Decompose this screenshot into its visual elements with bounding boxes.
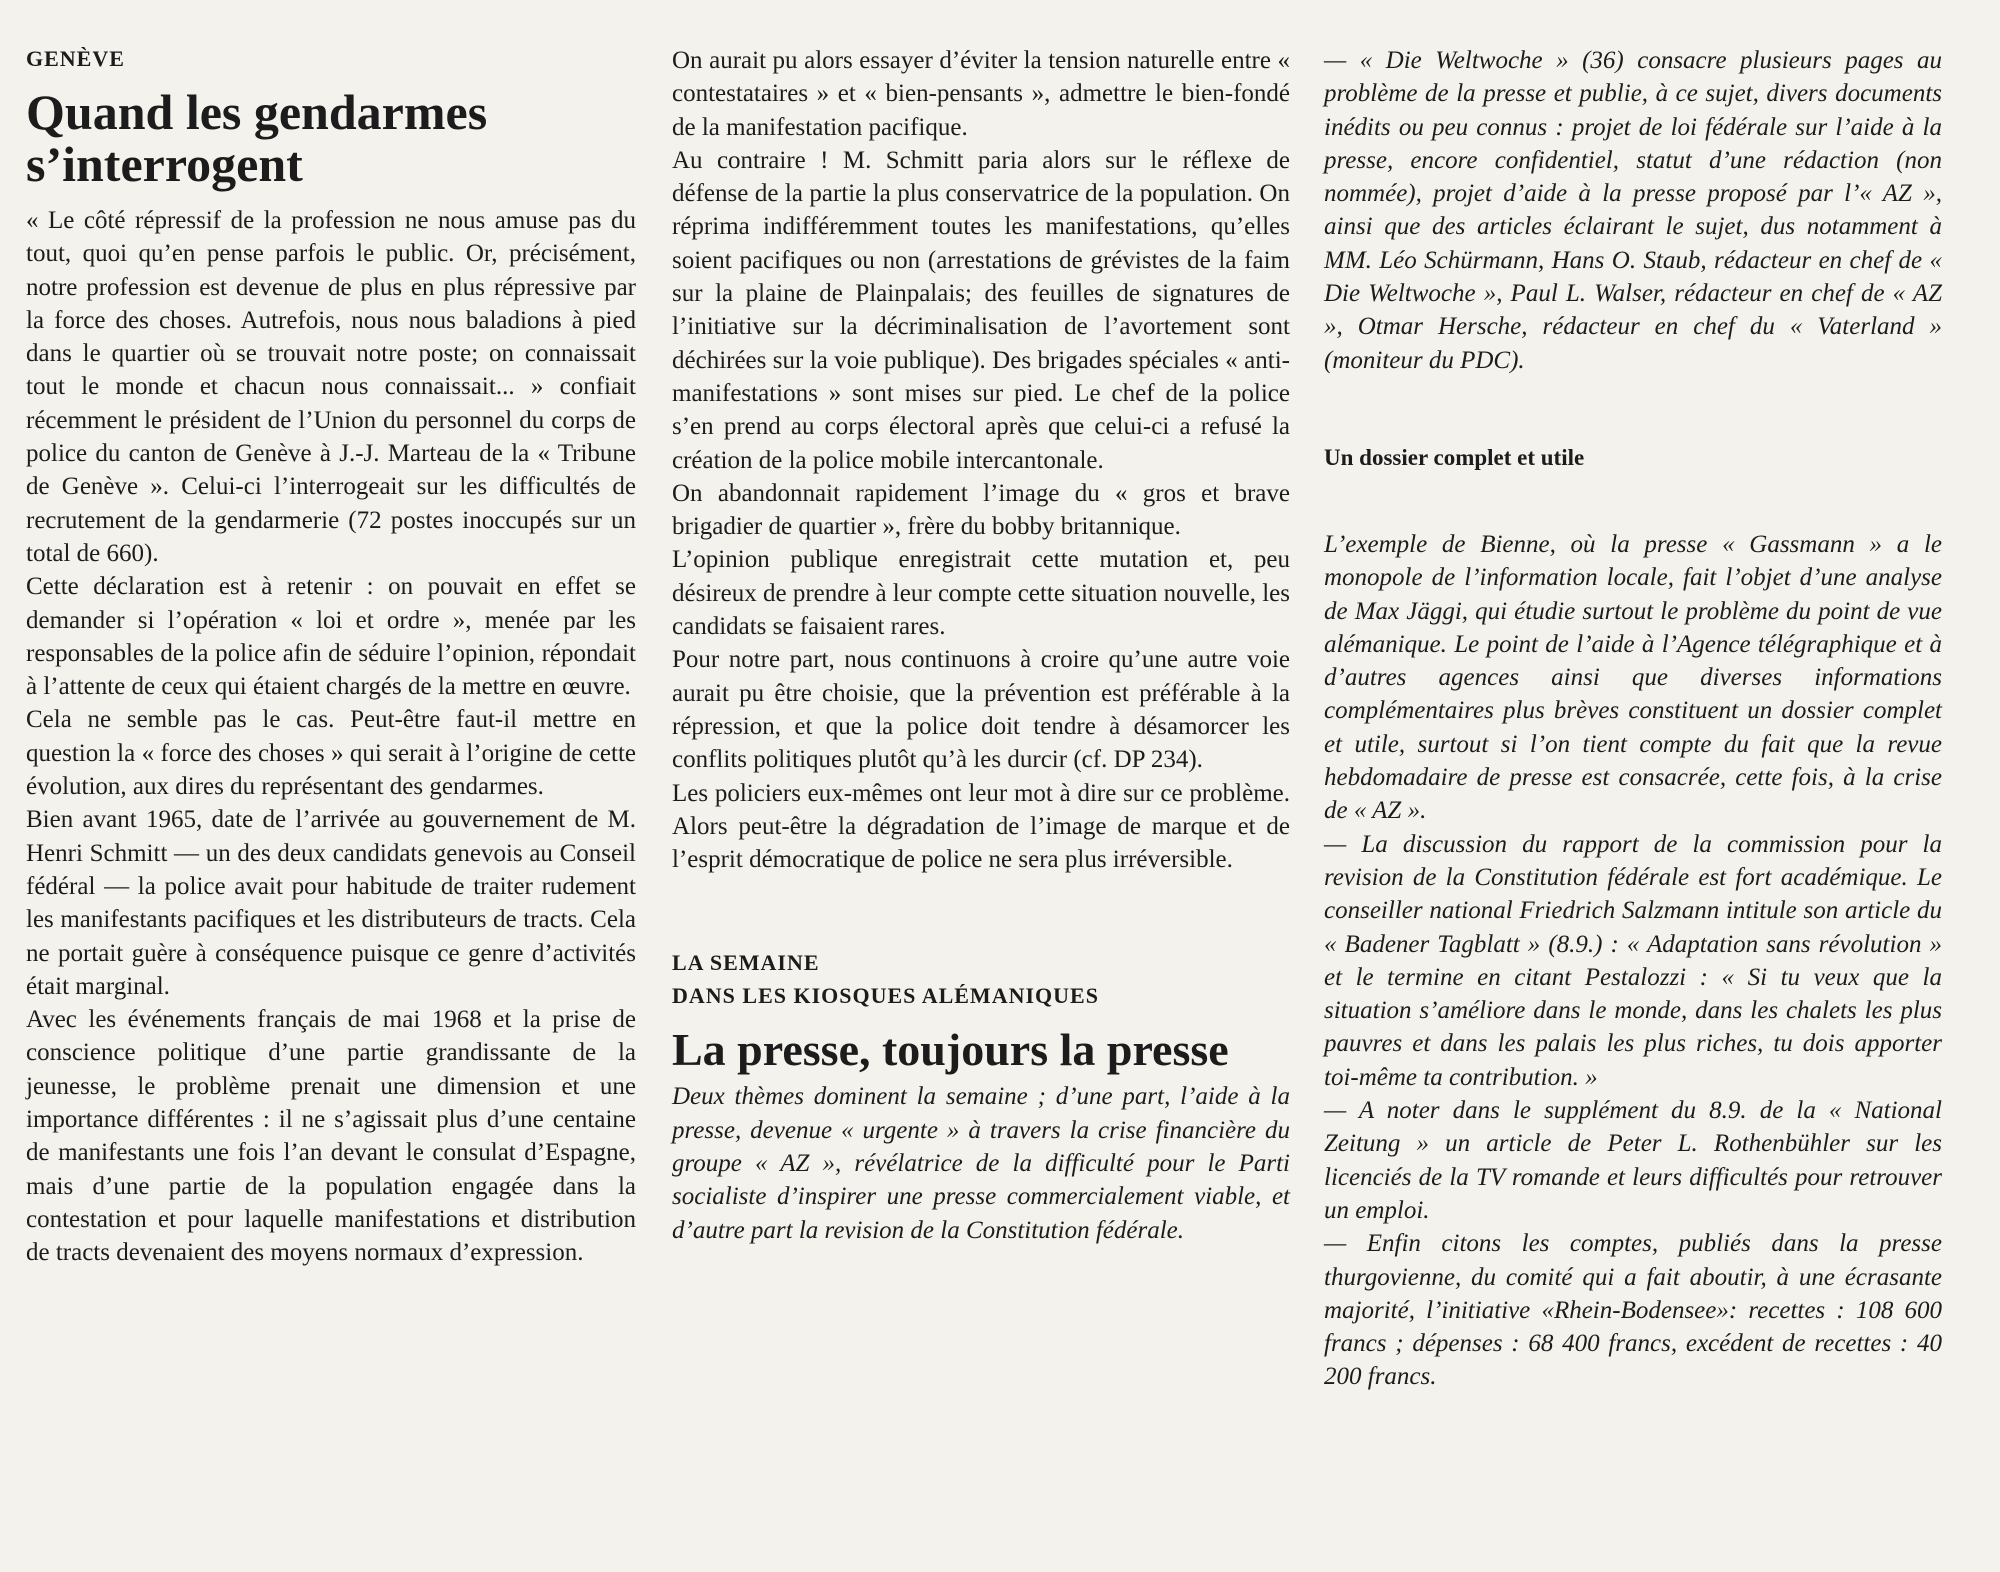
article1-paragraph: L’opinion publique enregistrait cette mutation et, peu désireux de prendre à leur compte cette situation nouvelle, les candidats se faisaient rares. bbox=[672, 546, 1290, 641]
article2-kicker-line: LA SEMAINE bbox=[672, 950, 820, 976]
article1-paragraph: On aurait pu alors essayer d’éviter la tension naturelle entre « contestataires » et « bien-pensants », admettre le bien-fondé de la manifestation pacifique. bbox=[672, 47, 1290, 141]
article1-paragraph: Pour notre part, nous continuons à croire qu’une autre voie aurait pu être choisie, que la prévention est préférable à la répression, et que la police doit tendre à désamorcer les conflits politiques plutôt qu’à les durcir (cf. DP 234). bbox=[672, 646, 1290, 774]
section-gap bbox=[672, 876, 1290, 946]
article1-paragraph: Au contraire ! M. Schmitt paria alors sur le réflexe de défense de la partie la plus conservatrice de la population. On réprima indifféremment toutes les manifestations, qu’elles soient pacifiques ou non (arrestations de grévistes de la faim sur la plaine de Plainpalais; des feuilles de signatures de l’initiative sur la décriminalisation de l’avortement sont déchirées sur la voie publique). Des brigades spéciales « anti-manifestations » sont mises sur pied. Le chef de la police s’en prend au corps électoral après que celui-ci a refusé la création de la police mobile intercantonale. bbox=[672, 146, 1290, 474]
article2-paragraph: — A noter dans le supplément du 8.9. de la « National Zeitung » un article de Peter L. Rothenbühler sur les licenciés de la TV romande et leurs difficultés pour retrouver un emploi. bbox=[1324, 1097, 1942, 1224]
article2-intro-paragraph: Deux thèmes dominent la semaine ; d’une part, l’aide à la presse, devenue « urgente » à travers la crise financière du groupe « AZ », révélatrice de la difficulté pour le Parti socialiste d’inspirer une presse commercialement viable, et d’autre part la revision de la Constitution fédérale. bbox=[672, 1083, 1290, 1244]
article2-paragraph: — La discussion du rapport de la commission pour la revision de la Constitution fédérale est fort académique. Le conseiller national Friedrich Salzmann intitule son article du « Badener Tagblatt » (8.9.) : « Adaptation sans révolution » et le termine en citant Pestalozzi : « Si tu veux que la situation s’améliore dans le monde, dans les chalets les plus pauvres et dans les palais les plus riches, tu dois apporter toi-même ta contribution. » bbox=[1324, 830, 1942, 1091]
article1-headline: Quand les gendarmes s’interrogent bbox=[26, 84, 488, 192]
article1-kicker: GENÈVE bbox=[26, 46, 125, 71]
article1-paragraph: Cela ne semble pas le cas. Peut-être faut-il mettre en question la « force des choses » qui serait à l’origine de cette évolution, aux dires du représentant des gendarmes. bbox=[26, 706, 636, 801]
article2-paragraph: L’exemple de Bienne, où la presse « Gassmann » a le monopole de l’information locale, fait l’objet d’une analyse de Max Jäggi, qui étudie surtout le problème du point de vue alémanique. Le point de l’aide à l’Agence télégraphique et à d’autres agences ainsi que diverses informations complémentaires plus brèves constituent un dossier complet et utile, surtout si l’on tient compte du fait que la revue hebdomadaire de presse est consacrée, cette fois, à la crise de « AZ ». bbox=[1324, 530, 1942, 825]
article1-paragraph: Cette déclaration est à retenir : on pouvait en effet se demander si l’opération « loi et ordre », menée par les responsables de la police afin de séduire l’opinion, répondait à l’attente de ceux qui étaient chargés de la mettre en œuvre. bbox=[26, 573, 636, 701]
column-3 bbox=[1324, 44, 1942, 1394]
article2-subhead: Un dossier complet et utile bbox=[1324, 444, 1585, 470]
article1-paragraph: Avec les événements français de mai 1968 et la prise de conscience politique d’une partie grandissante de la jeunesse, le problème prenait une dimension et une importance différentes : il ne s’agissait plus d’une centaine de manifestants une fois l’an devant le consulat d’Espagne, mais d’une partie de la population engagée dans la contestation et pour laquelle manifestations et distribution de tracts devenaient des moyens normaux d’expression. bbox=[26, 1006, 636, 1267]
article1-paragraph: « Le côté répressif de la profession ne nous amuse pas du tout, quoi qu’en pense parfois le public. Or, précisément, notre profession est devenue de plus en plus répressive par la force des choses. Autrefois, nous nous baladions à pied dans le quartier où se trouvait notre poste; on connaissait tout le monde et chacun nous connaissait... » confiait récemment le président de l’Union du personnel du corps de police du canton de Genève à J.-J. Marteau de la « Tribune de Genève ». Celui-ci l’interrogeait sur les difficultés de recrutement de la gendarmerie (72 postes inoccupés sur un total de 660). bbox=[26, 207, 636, 567]
article2-headline: La presse, toujours la presse bbox=[672, 1024, 1229, 1076]
article1-paragraph: Les policiers eux-mêmes ont leur mot à dire sur ce problème. Alors peut-être la dégradation de l’image de marque et de l’esprit démocratique de police ne sera plus irréversible. bbox=[672, 779, 1290, 874]
column-2 bbox=[672, 44, 1290, 1247]
article2-paragraph: — Enfin citons les comptes, publiés dans la presse thurgovienne, du comité qui a fait aboutir, à une écrasante majorité, l’initiative «Rhein-Bodensee»: recettes : 108 600 francs ; dépenses : 68 400 francs, excédent de recettes : 40 200 francs. bbox=[1324, 1230, 1942, 1391]
column-1 bbox=[26, 44, 636, 1270]
article2-intro-paragraph: — « Die Weltwoche » (36) consacre plusieurs pages au problème de la presse et publie, à ce sujet, divers documents inédits ou peu connus : projet de loi fédérale sur l’aide à la presse, encore confidentiel, statut d’une rédaction (non nommée), projet d’aide à la presse proposé par l’« AZ », ainsi que des articles éclairant le sujet, dus notamment à MM. Léo Schürmann, Hans O. Staub, rédacteur en chef de « Die Weltwoche », Paul L. Walser, rédacteur en chef de « AZ », Otmar Hersche, rédacteur en chef du « Vaterland » (moniteur du PDC). bbox=[1324, 47, 1942, 374]
article2-kicker-line: DANS LES KIOSQUES ALÉMANIQUES bbox=[672, 983, 1099, 1009]
article1-paragraph: Bien avant 1965, date de l’arrivée au gouvernement de M. Henri Schmitt — un des deux candidats genevois au Conseil fédéral — la police avait pour habitude de traiter rudement les manifestants pacifiques et les distributeurs de tracts. Cela ne portait guère à conséquence puisque ce genre d’activités était marginal. bbox=[26, 806, 636, 1000]
article2-kicker bbox=[672, 946, 1290, 1012]
article1-paragraph: On abandonnait rapidement l’image du « gros et brave brigadier de quartier », frère du bobby britannique. bbox=[672, 479, 1290, 541]
